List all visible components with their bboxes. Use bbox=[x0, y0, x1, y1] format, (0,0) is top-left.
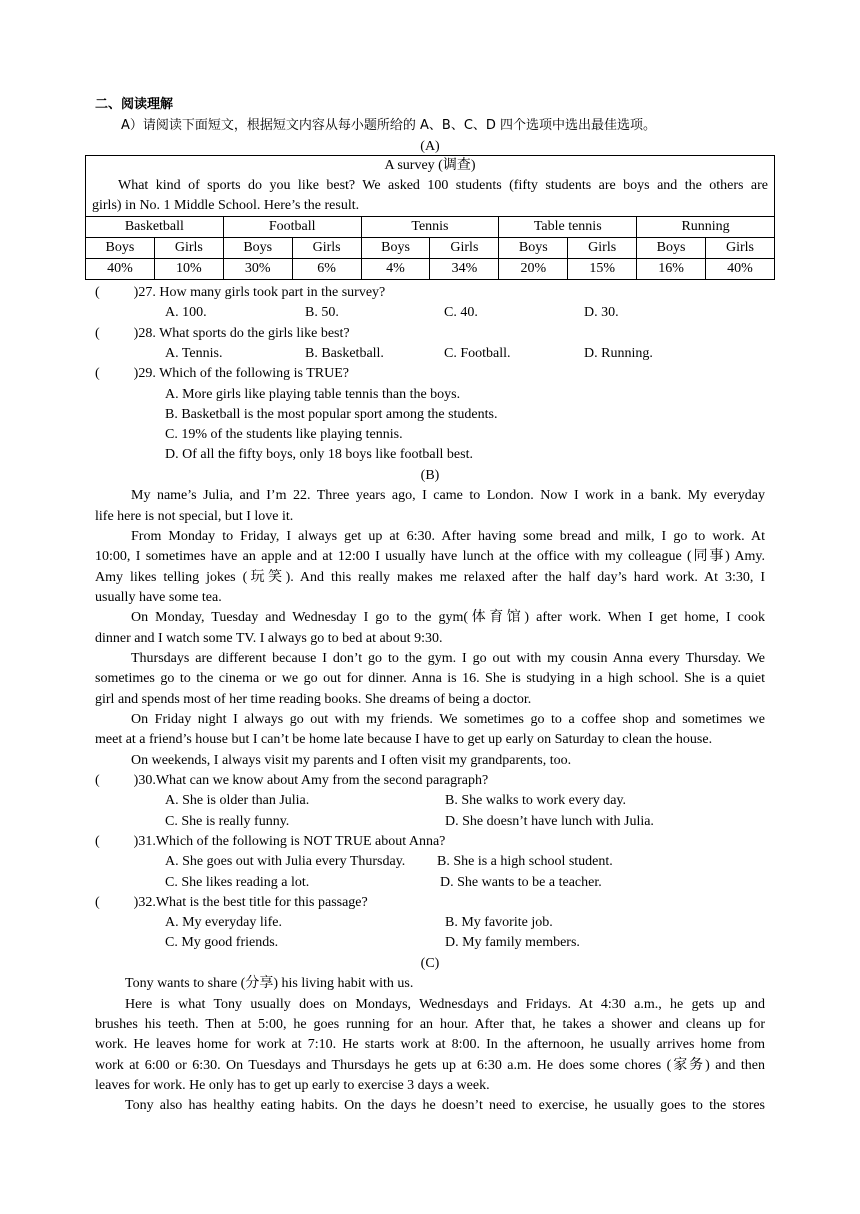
answer-paren-close: ) bbox=[133, 326, 139, 341]
gender-cell: Boys bbox=[499, 238, 568, 259]
answer-paren-open: ( bbox=[95, 895, 100, 910]
gender-cell: Boys bbox=[637, 238, 706, 259]
question-stem: 27. How many girls took part in the survey? bbox=[138, 285, 386, 300]
option: D. Running. bbox=[584, 346, 653, 361]
part-b-label: (B) bbox=[420, 468, 440, 483]
passage-b-line: From Monday to Friday, I always get up at 6:30. After having some bread and milk, I go to work. At bbox=[131, 529, 765, 544]
answer-paren-close: ) bbox=[133, 366, 139, 381]
passage-c-line: Tony also has healthy eating habits. On the days he doesn’t need to exercise, he usually goes to the stores bbox=[125, 1098, 765, 1113]
percentage-cell: 20% bbox=[499, 259, 568, 280]
passage-c-line: work at 6:00 or 6:30. On Tuesdays and Thursdays he gets up at 6:30 a.m. He does some chores (家务) and then bbox=[95, 1058, 765, 1073]
sport-cell: Basketball bbox=[86, 217, 224, 238]
answer-paren-open: ( bbox=[95, 366, 100, 381]
passage-b-line: My name’s Julia, and I’m 22. Three years ago, I came to London. Now I work in a bank. My everyday bbox=[131, 488, 765, 503]
option: C. My good friends. bbox=[165, 935, 279, 950]
question-stem: 30.What can we know about Amy from the second paragraph? bbox=[138, 773, 489, 788]
gender-cell: Girls bbox=[154, 238, 223, 259]
option: A. My everyday life. bbox=[165, 915, 283, 930]
percentage-cell: 34% bbox=[430, 259, 499, 280]
question-stem: 28. What sports do the girls like best? bbox=[138, 326, 350, 341]
passage-c-line: Here is what Tony usually does on Mondays, Wednesdays and Fridays. At 4:30 a.m., he gets up and bbox=[125, 997, 765, 1012]
gender-cell: Girls bbox=[706, 238, 775, 259]
option: B. She is a high school student. bbox=[437, 854, 613, 869]
percentage-row bbox=[86, 259, 775, 280]
answer-paren-open: ( bbox=[95, 834, 100, 849]
passage-b-line: dinner and I watch some TV. I always go to bed at about 9:30. bbox=[95, 631, 443, 646]
percentage-cell: 16% bbox=[637, 259, 706, 280]
question-stem: 32.What is the best title for this passage? bbox=[138, 895, 368, 910]
option: B. 50. bbox=[305, 305, 339, 320]
question-32 bbox=[95, 895, 368, 911]
sport-cell: Running bbox=[637, 217, 775, 238]
option: D. 30. bbox=[584, 305, 619, 320]
passage-b-line: On Monday, Tuesday and Wednesday I go to the gym(体育馆) after work. When I get home, I cook bbox=[131, 610, 765, 625]
answer-paren-open: ( bbox=[95, 285, 100, 300]
sports-row bbox=[86, 217, 775, 238]
survey-table bbox=[85, 155, 775, 280]
option: B. My favorite job. bbox=[445, 915, 553, 930]
passage-c-line: Tony wants to share (分享) his living habit with us. bbox=[125, 976, 414, 991]
option: B. She walks to work every day. bbox=[445, 793, 627, 808]
option: A. She is older than Julia. bbox=[165, 793, 310, 808]
option: C. Football. bbox=[444, 346, 511, 361]
gender-cell: Boys bbox=[361, 238, 430, 259]
part-a-label: (A) bbox=[420, 139, 440, 154]
option: D. My family members. bbox=[445, 935, 580, 950]
sport-cell: Table tennis bbox=[499, 217, 637, 238]
question-28 bbox=[95, 326, 350, 342]
gender-cell: Girls bbox=[430, 238, 499, 259]
answer-paren-open: ( bbox=[95, 773, 100, 788]
passage-b-line: sometimes go to the cinema or we go out for dinner. Anna is 16. She is studying in a high school. She is a quiet bbox=[95, 671, 765, 686]
passage-b-line: usually have some tea. bbox=[95, 590, 222, 605]
question-29 bbox=[95, 366, 349, 382]
passage-c-line: brushes his teeth. Then at 5:00, he goes running for an hour. After that, he takes a shower and cleans up for bbox=[95, 1017, 765, 1032]
intro-line-2: girls) in No. 1 Middle School. Here’s the result. bbox=[92, 198, 360, 213]
gender-cell: Boys bbox=[223, 238, 292, 259]
passage-b-line: On Friday night I always go out with my friends. We sometimes go to a coffee shop and sometimes we bbox=[131, 712, 765, 727]
passage-b-line: On weekends, I always visit my parents and I often visit my grandparents, too. bbox=[131, 753, 572, 768]
passage-b-line: 10:00, I sometimes have an apple and at 12:00 I usually have lunch at the office with my colleague (同事) Amy. bbox=[95, 549, 765, 564]
gender-cell: Girls bbox=[568, 238, 637, 259]
answer-paren-close: ) bbox=[133, 895, 139, 910]
passage-b-line: meet at a friend’s house but I can’t be home late because I have to get up early on Saturday to clean the house. bbox=[95, 732, 713, 747]
passage-c-line: leaves for work. He only has to get up early to exercise 3 days a week. bbox=[95, 1078, 490, 1093]
answer-paren-close: ) bbox=[133, 285, 139, 300]
percentage-cell: 15% bbox=[568, 259, 637, 280]
percentage-cell: 40% bbox=[706, 259, 775, 280]
question-stem: 29. Which of the following is TRUE? bbox=[138, 366, 349, 381]
sport-cell: Tennis bbox=[361, 217, 499, 238]
percentage-cell: 4% bbox=[361, 259, 430, 280]
survey-header-cell bbox=[86, 156, 775, 217]
question-30 bbox=[95, 773, 488, 789]
percentage-cell: 30% bbox=[223, 259, 292, 280]
instruction: A）请阅读下面短文，根据短文内容从每小题所给的 A、B、C、D 四个选项中选出最佳选项。 bbox=[121, 118, 657, 133]
answer-paren-close: ) bbox=[133, 773, 139, 788]
passage-b-line: girl and spends most of her time reading books. She dreams of being a doctor. bbox=[95, 692, 532, 707]
passage-b-line: Thursdays are different because I don’t go to the gym. I go out with my cousin Anna every Thursday. We bbox=[131, 651, 765, 666]
option: C. She likes reading a lot. bbox=[165, 875, 310, 890]
option: C. She is really funny. bbox=[165, 814, 290, 829]
gender-row bbox=[86, 238, 775, 259]
option: D. Of all the fifty boys, only 18 boys like football best. bbox=[165, 447, 473, 462]
sport-cell: Football bbox=[223, 217, 361, 238]
passage-c-line: work. He leaves home for work at 7:10. He starts work at 8:00. In the afternoon, he usually arrives home from bbox=[95, 1037, 765, 1052]
percentage-cell: 10% bbox=[154, 259, 223, 280]
section-heading: 二、阅读理解 bbox=[95, 97, 174, 112]
option: A. More girls like playing table tennis than the boys. bbox=[165, 387, 461, 402]
question-stem: 31.Which of the following is NOT TRUE about Anna? bbox=[138, 834, 446, 849]
option: A. Tennis. bbox=[165, 346, 223, 361]
option: A. She goes out with Julia every Thursday. bbox=[165, 854, 406, 869]
option: C. 19% of the students like playing tennis. bbox=[165, 427, 403, 442]
option: B. Basketball is the most popular sport among the students. bbox=[165, 407, 498, 422]
percentage-cell: 6% bbox=[292, 259, 361, 280]
question-31 bbox=[95, 834, 445, 850]
option: D. She doesn’t have lunch with Julia. bbox=[445, 814, 654, 829]
option: D. She wants to be a teacher. bbox=[440, 875, 602, 890]
percentage-cell: 40% bbox=[86, 259, 155, 280]
answer-paren-close: ) bbox=[133, 834, 139, 849]
answer-paren-open: ( bbox=[95, 326, 100, 341]
option: B. Basketball. bbox=[305, 346, 384, 361]
part-c-label: (C) bbox=[420, 956, 440, 971]
gender-cell: Boys bbox=[86, 238, 155, 259]
table-title: A survey (调查) bbox=[384, 158, 476, 173]
passage-b-line: Amy likes telling jokes (玩笑). And this really makes me relaxed after the half day’s hard work. At 3:30, I bbox=[95, 570, 765, 585]
option: C. 40. bbox=[444, 305, 478, 320]
option: A. 100. bbox=[165, 305, 207, 320]
gender-cell: Girls bbox=[292, 238, 361, 259]
passage-b-line: life here is not special, but I love it. bbox=[95, 509, 294, 524]
intro-line-1: What kind of sports do you like best? We asked 100 students (fifty students are boys and the others are bbox=[118, 178, 768, 193]
question-27 bbox=[95, 285, 385, 301]
